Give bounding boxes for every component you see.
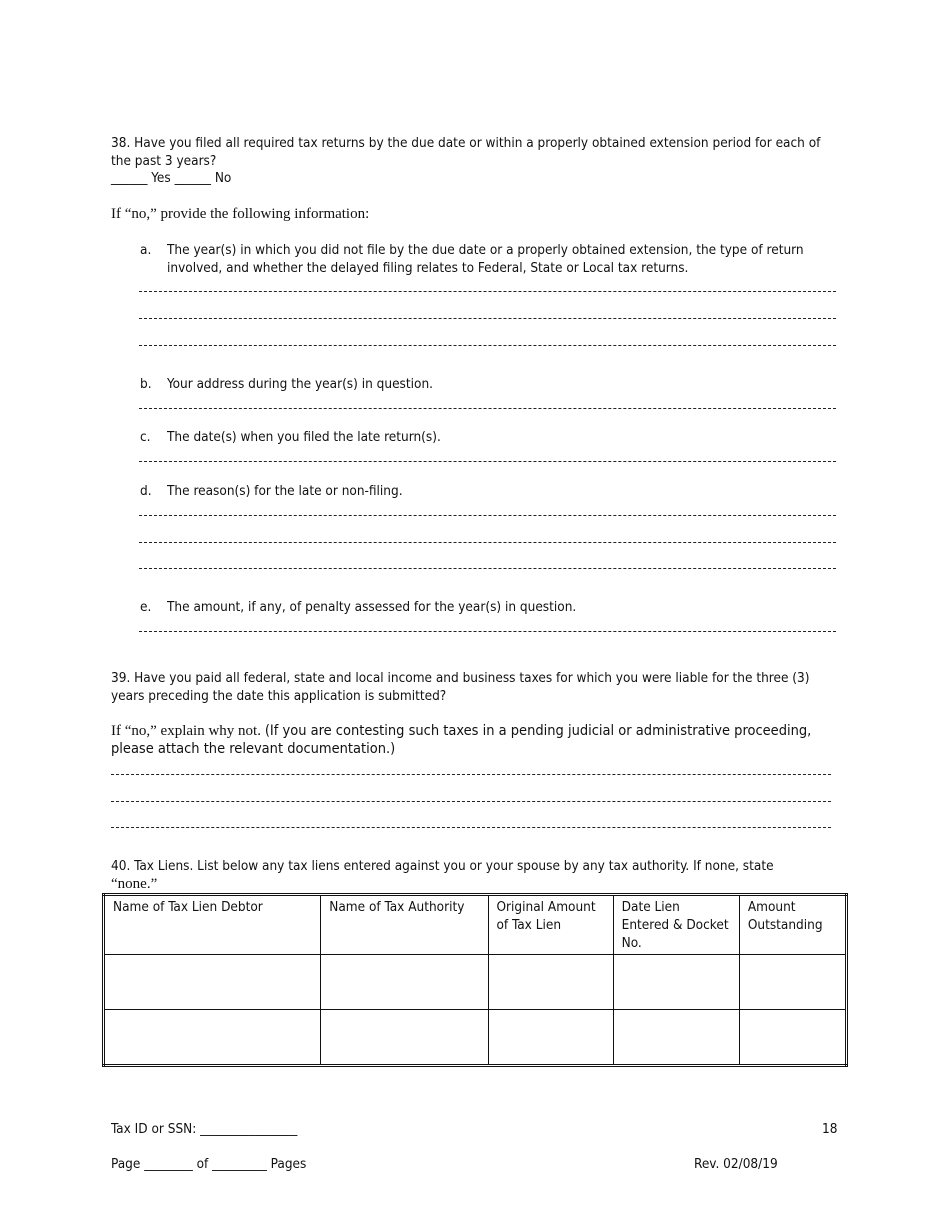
table-cell[interactable] bbox=[613, 955, 739, 1010]
footer-revision: Rev. 02/08/19 bbox=[694, 1156, 778, 1172]
q38b-letter: b. bbox=[140, 376, 152, 392]
q38-if-no-instruction: If “no,” provide the following information: bbox=[111, 206, 370, 222]
q38b-text: Your address during the year(s) in question. bbox=[167, 376, 433, 392]
q38a-answer-line-3[interactable] bbox=[139, 345, 836, 346]
q40-question: 40. Tax Liens. List below any tax liens entered against you or your spouse by any tax authority. If none, state bbox=[111, 858, 774, 874]
q38a-text: The year(s) in which you did not file by the due date or a properly obtained extension, the type of return involved, and whether the delayed filing relates to Federal, State or Local tax returns. bbox=[167, 242, 804, 276]
q38d-letter: d. bbox=[140, 483, 152, 499]
q38c-letter: c. bbox=[140, 429, 151, 445]
table-cell[interactable] bbox=[488, 1010, 613, 1066]
table-cell[interactable] bbox=[739, 1010, 846, 1066]
q39-answer-line-1[interactable] bbox=[111, 774, 831, 775]
q38a-answer-line-2[interactable] bbox=[139, 318, 836, 319]
table-row bbox=[104, 955, 847, 1010]
q38b-answer-line[interactable] bbox=[139, 408, 836, 409]
q38-question: 38. Have you filed all required tax returns by the due date or within a properly obtained extension period for each of the past 3 years? bbox=[111, 135, 821, 169]
q38e-letter: e. bbox=[140, 599, 152, 615]
col-header-authority: Name of Tax Authority bbox=[321, 895, 488, 955]
q38d-text: The reason(s) for the late or non-filing. bbox=[167, 483, 403, 499]
tax-lien-table bbox=[102, 893, 848, 1067]
footer-page-number: 18 bbox=[822, 1121, 838, 1137]
q39-question: 39. Have you paid all federal, state and local income and business taxes for which you were liable for the three (3) years preceding the date this application is submitted? bbox=[111, 670, 810, 704]
q39-answer-line-3[interactable] bbox=[111, 827, 831, 828]
q39-contest-note: (If you are contesting such taxes in a pending judicial or administrative proceeding, please attach the relevant documentation.) bbox=[111, 723, 812, 757]
q38e-answer-line[interactable] bbox=[139, 631, 836, 632]
table-row bbox=[104, 1010, 847, 1066]
q39-if-no-instruction: If “no,” explain why not. bbox=[111, 723, 261, 739]
table-cell[interactable] bbox=[488, 955, 613, 1010]
q38e-text: The amount, if any, of penalty assessed for the year(s) in question. bbox=[167, 599, 577, 615]
table-cell[interactable] bbox=[104, 1010, 321, 1066]
q38a-letter: a. bbox=[140, 242, 152, 258]
q39-explanation-prompt bbox=[111, 722, 841, 758]
tax-lien-header-row bbox=[104, 895, 847, 955]
q38d-answer-line-2[interactable] bbox=[139, 542, 836, 543]
q38c-answer-line[interactable] bbox=[139, 461, 836, 462]
col-header-date-docket: Date Lien Entered & Docket No. bbox=[613, 895, 739, 955]
footer-tax-id[interactable]: Tax ID or SSN: ________________ bbox=[111, 1121, 298, 1137]
q38d-answer-line-1[interactable] bbox=[139, 515, 836, 516]
col-header-debtor: Name of Tax Lien Debtor bbox=[104, 895, 321, 955]
q38-yes-no-answer-line[interactable]: ______ Yes ______ No bbox=[111, 170, 232, 186]
table-cell[interactable] bbox=[104, 955, 321, 1010]
q39-answer-line-2[interactable] bbox=[111, 801, 831, 802]
q38a-answer-line-1[interactable] bbox=[139, 291, 836, 292]
q38c-text: The date(s) when you filed the late return(s). bbox=[167, 429, 441, 445]
q40-question-tail: “none.” bbox=[111, 876, 158, 892]
col-header-original-amount: Original Amount of Tax Lien bbox=[488, 895, 613, 955]
footer-page-of-pages[interactable]: Page ________ of _________ Pages bbox=[111, 1156, 307, 1172]
table-cell[interactable] bbox=[613, 1010, 739, 1066]
q38d-answer-line-3[interactable] bbox=[139, 568, 836, 569]
table-cell[interactable] bbox=[739, 955, 846, 1010]
table-cell[interactable] bbox=[321, 955, 488, 1010]
col-header-amount-outstanding: Amount Outstanding bbox=[739, 895, 846, 955]
table-cell[interactable] bbox=[321, 1010, 488, 1066]
